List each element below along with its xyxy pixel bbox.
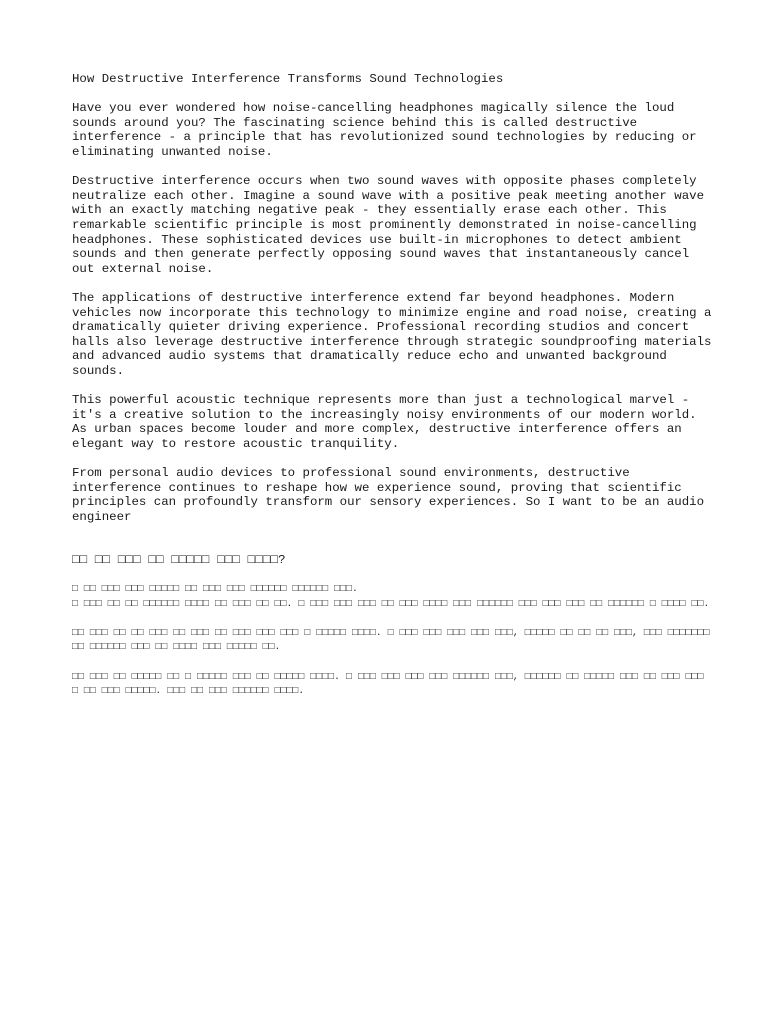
document-page (72, 72, 719, 713)
paragraph-1: Have you ever wondered how noise-cancelling headphones magically silence the loud sounds around you? The fascinating science behind this is called destructive interference - a principle that has revolutionized sound technologies by reducing or eliminating unwanted noise. (72, 101, 705, 159)
korean-title: □□ □□ □□□ □□ □□□□□ □□□ □□□□? (72, 553, 286, 568)
korean-paragraph-2: □□ □□□ □□ □□ □□□ □□ □□□ □□ □□□ □□□ □□□ □ □□□□□ □□□□. □ □□□ □□□ □□□ □□□ □□□, □□□□□ □□ □□ □□ □□□, □□□ □□□□□□□ □□ □□□□□□ □□□ □□ □□□□ □□□ □□□□□ □□. (72, 626, 716, 653)
document-title: How Destructive Interference Transforms Sound Technologies (72, 72, 504, 86)
korean-paragraph-1: □ □□ □□□ □□□ □□□□□ □□ □□□ □□□ □□□□□□ □□□□□□ □□□. □ □□□ □□ □□ □□□□□□ □□□□ □□ □□□ □□ □□. □ □□□ □□□ □□□ □□ □□□ □□□□ □□□ □□□□□□ □□□ □□□ □□□ □□ □□□□□□ □ □□□□ □□. (72, 583, 710, 609)
korean-paragraph-3: □□ □□□ □□ □□□□□ □□ □ □□□□□ □□□ □□ □□□□□ □□□□. □ □□□ □□□ □□□ □□□ □□□□□□ □□□, □□□□□□ □□ □□□□□ □□□ □□ □□□ □□□ □ □□ □□□ □□□□□. □□□ □□ □□□ □□□□□□ □□□□. (72, 670, 710, 697)
paragraph-5: From personal audio devices to professional sound environments, destructive interference continues to reshape how we experience sound, proving that scientific principles can profoundly transform our sensory experiences. So I want to be an audio engineer (72, 466, 712, 524)
paragraph-4: This powerful acoustic technique represents more than just a technological marvel - it's a creative solution to the increasingly noisy environments of our modern world. As urban spaces become louder and more complex, destructive interference offers an elegant way to restore acoustic tranquility. (72, 393, 705, 451)
paragraph-2: Destructive interference occurs when two sound waves with opposite phases completely neutralize each other. Imagine a sound wave with a positive peak meeting another wave with an exactly matching negative peak - they essentially erase each other. This remarkable scientific principle is most prominently demonstrated in noise-cancelling headphones. These sophisticated devices use built-in microphones to detect ambient sounds and then generate perfectly opposing sound waves that instantaneously cancel out external noise. (72, 174, 712, 276)
korean-section (72, 553, 716, 698)
paragraph-3: The applications of destructive interference extend far beyond headphones. Modern vehicles now incorporate this technology to minimize engine and road noise, creating a dramatically quieter driving experience. Professional recording studios and concert halls also leverage destructive interference through strategic soundproofing materials and advanced audio systems that dramatically reduce echo and unwanted background sounds. (72, 290, 719, 378)
